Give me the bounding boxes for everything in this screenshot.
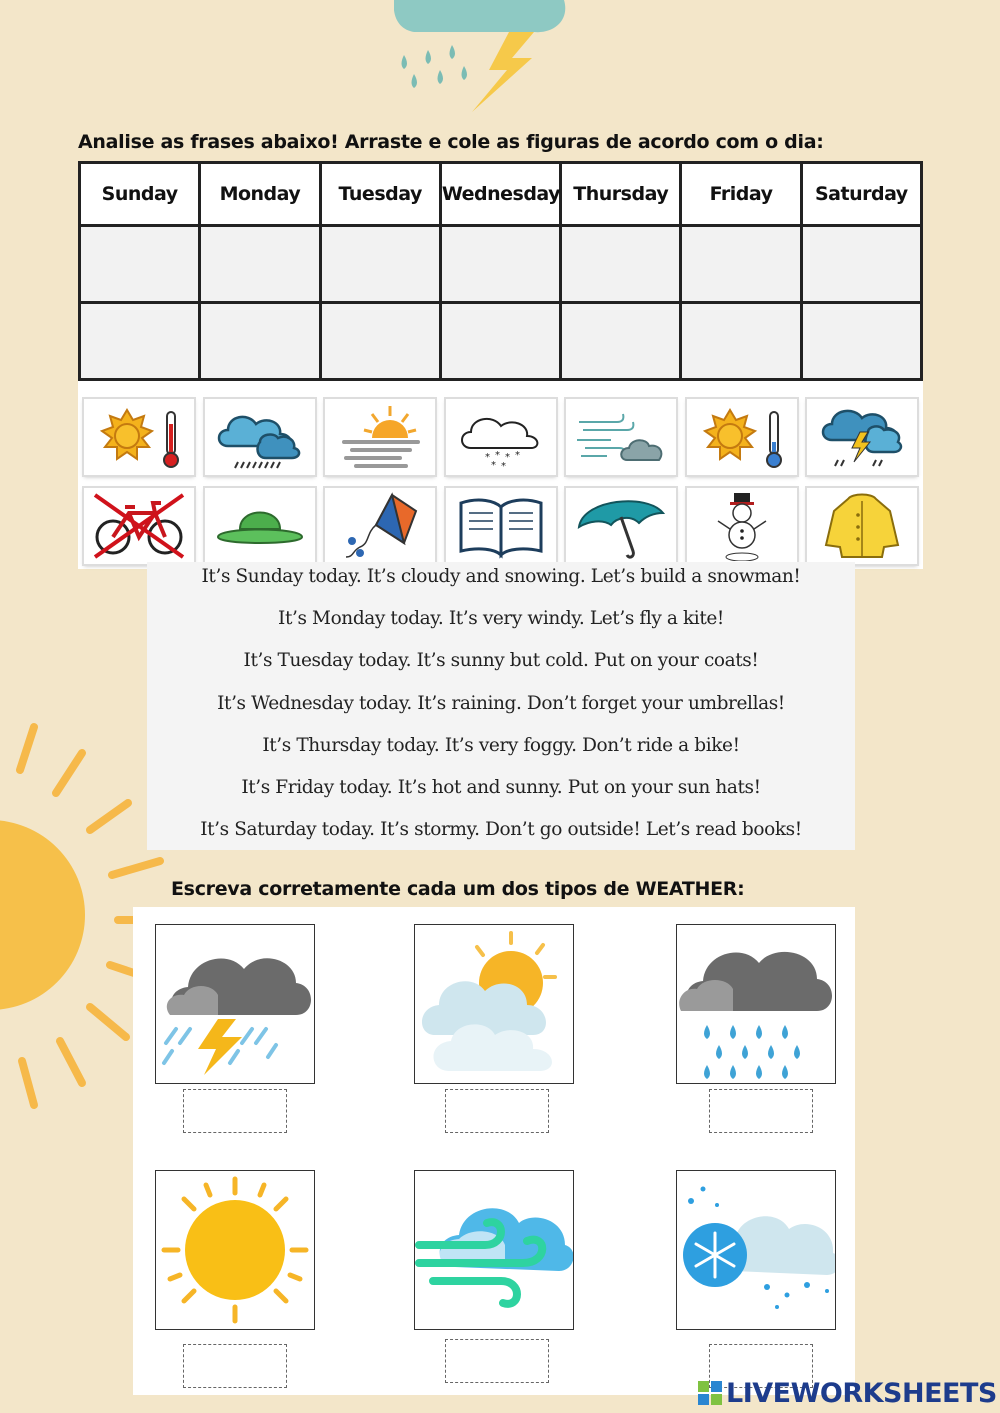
drop-cell-wednesday-weather[interactable] [440,226,560,303]
wind-cloud-icon [571,402,671,472]
storm-icon [156,925,314,1083]
weather-picture-5 [414,1170,574,1330]
weather-picture-1 [155,924,315,1084]
sun-thermometer-cold-icon [692,402,792,472]
svg-text:*: * [500,461,506,472]
draggable-weather-storm[interactable] [807,399,917,475]
partly-cloudy-icon [415,925,573,1083]
draggable-weather-fog[interactable] [325,399,435,475]
weather-sentences [147,562,855,850]
day-header: Thursday [561,163,681,226]
storm-cloud-icon [812,402,912,472]
answer-input-4[interactable] [183,1344,287,1388]
drop-cell-tuesday-activity[interactable] [320,303,440,380]
windy-icon [415,1171,573,1329]
weather-writing-exercise [133,907,855,1395]
umbrella-icon [571,491,671,561]
drop-cell-thursday-weather[interactable] [561,226,681,303]
fog-sun-icon [330,402,430,472]
calendar-grid [78,161,923,381]
sentence-saturday: It’s Saturday today. It’s stormy. Don’t go outside! Let’s read books! [200,819,802,840]
activity-drop-row [80,303,922,380]
day-header: Wednesday [440,163,560,226]
drop-cell-friday-activity[interactable] [681,303,801,380]
answer-input-1[interactable] [183,1089,287,1133]
draggable-weather-hot[interactable] [84,399,194,475]
svg-text:*: * [504,452,510,463]
answer-input-5[interactable] [445,1339,549,1383]
snowman-icon [692,491,792,561]
sentence-friday: It’s Friday today. It’s hot and sunny. Put on your sun hats! [241,777,761,798]
day-header: Tuesday [320,163,440,226]
draggable-activity-book[interactable] [446,488,556,564]
drop-cell-sunday-weather[interactable] [80,226,200,303]
weather-picture-2 [414,924,574,1084]
drop-cell-thursday-activity[interactable] [561,303,681,380]
sentence-monday: It’s Monday today. It’s very windy. Let’s fly a kite! [278,608,724,629]
liveworksheets-logo-icon [698,1381,722,1405]
draggable-weather-cold-sun[interactable] [687,399,797,475]
weather-picture-3 [676,924,836,1084]
calendar-instruction-heading: Analise as frases abaixo! Arraste e cole as figuras de acordo com o dia: [78,131,824,153]
day-header: Monday [200,163,320,226]
svg-text:*: * [490,460,496,471]
svg-text:*: * [494,450,500,461]
draggable-activity-umbrella[interactable] [566,488,676,564]
sentence-tuesday: It’s Tuesday today. It’s sunny but cold. Put on your coats! [243,650,759,671]
drop-cell-sunday-activity[interactable] [80,303,200,380]
drop-cell-saturday-weather[interactable] [801,226,921,303]
green-hat-icon [210,491,310,561]
draggable-weather-snow[interactable] [446,399,556,475]
sentence-sunday: It’s Sunday today. It’s cloudy and snowing. Let’s build a snowman! [201,566,801,587]
weather-drop-row [80,226,922,303]
storm-cloud-decoration-icon [394,0,574,115]
weather-picture-bank [84,399,917,475]
weather-calendar [78,161,923,569]
snowy-icon [677,1171,835,1329]
draggable-activity-snowman[interactable] [687,488,797,564]
drop-cell-tuesday-weather[interactable] [320,226,440,303]
rain-cloud-icon [210,402,310,472]
draggable-weather-rain[interactable] [205,399,315,475]
drop-cell-monday-weather[interactable] [200,226,320,303]
kite-icon [330,491,430,561]
day-header: Friday [681,163,801,226]
draggable-activity-raincoat[interactable] [807,488,917,564]
draggable-activity-sun-hat[interactable] [205,488,315,564]
open-book-icon [451,491,551,561]
brand-name: LIVEWORKSHEETS [726,1378,997,1409]
drop-cell-monday-activity[interactable] [200,303,320,380]
answer-input-2[interactable] [445,1089,549,1133]
sentence-thursday: It’s Thursday today. It’s very foggy. Don’t ride a bike! [262,735,740,756]
no-bike-icon [89,491,189,561]
sentence-wednesday: It’s Wednesday today. It’s raining. Don’t forget your umbrellas! [217,693,785,714]
writing-instruction-heading: Escreva corretamente cada um dos tipos de WEATHER: [171,878,745,900]
snow-cloud-icon [451,402,551,472]
weather-picture-6 [676,1170,836,1330]
weather-picture-4 [155,1170,315,1330]
drop-cell-friday-weather[interactable] [681,226,801,303]
draggable-weather-wind[interactable] [566,399,676,475]
day-header: Sunday [80,163,200,226]
draggable-activity-kite[interactable] [325,488,435,564]
activity-picture-bank [84,488,917,564]
rainy-icon [677,925,835,1083]
day-header: Saturday [801,163,921,226]
draggable-activity-no-bike[interactable] [84,488,194,564]
yellow-raincoat-icon [812,491,912,561]
drop-cell-saturday-activity[interactable] [801,303,921,380]
svg-text:*: * [484,452,490,463]
svg-text:*: * [514,450,520,461]
answer-input-3[interactable] [709,1089,813,1133]
sunny-icon [156,1171,314,1329]
sun-thermometer-hot-icon [89,402,189,472]
drop-cell-wednesday-activity[interactable] [440,303,560,380]
